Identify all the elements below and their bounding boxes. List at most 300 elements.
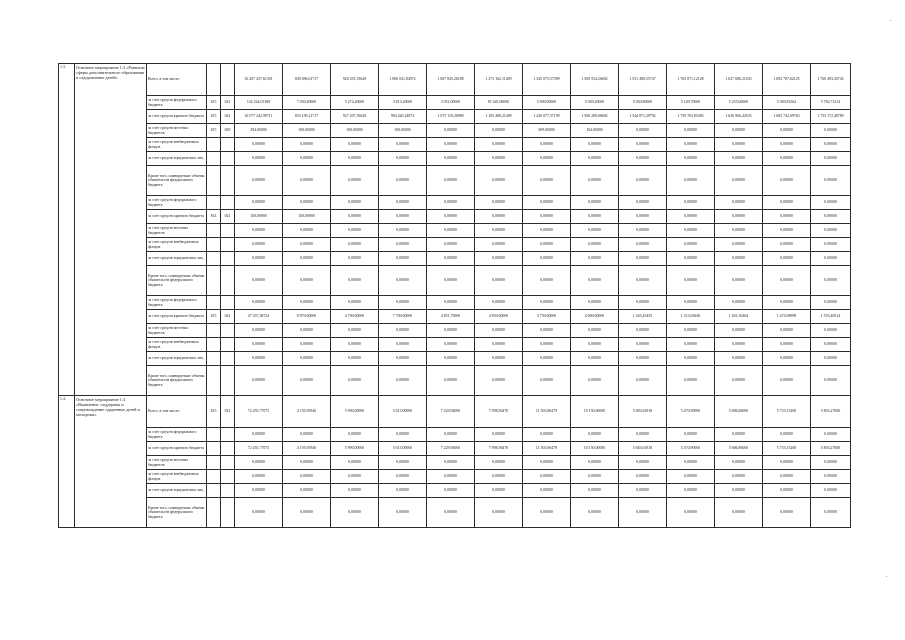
amount-cell: 0,00000 xyxy=(427,266,475,296)
amount-cell: 0,00000 xyxy=(331,296,379,310)
amount-cell: 5 369,82362 xyxy=(763,96,811,110)
admin-code-cell xyxy=(207,428,221,442)
amount-cell: 0,00000 xyxy=(811,266,851,296)
admin-code-cell xyxy=(207,238,221,252)
amount-cell: 0,00000 xyxy=(619,498,667,528)
amount-cell: 1 474,98998 xyxy=(763,310,811,324)
amount-cell: 0,00000 xyxy=(475,138,523,152)
funding-source-label: за счет средств краевого бюджета xyxy=(147,210,207,224)
amount-cell: 0,00000 xyxy=(331,196,379,210)
amount-cell: 0,00000 xyxy=(715,238,763,252)
amount-cell: 0,00000 xyxy=(475,238,523,252)
admin-code-cell: 815 xyxy=(207,124,221,138)
amount-cell: 0,00000 xyxy=(379,352,427,366)
amount-cell: 0,00000 xyxy=(523,266,571,296)
amount-cell: 0,00000 xyxy=(523,210,571,224)
amount-cell: 100,00000 xyxy=(331,124,379,138)
amount-cell: 0,00000 xyxy=(763,352,811,366)
amount-cell: 0,00000 xyxy=(331,428,379,442)
amount-cell: 0,00000 xyxy=(475,166,523,196)
amount-cell: 0,00000 xyxy=(571,296,619,310)
amount-cell: 0,00000 xyxy=(715,428,763,442)
section-code-cell: 021 xyxy=(221,110,235,124)
amount-cell: 0,00000 xyxy=(667,366,715,396)
amount-cell: 72 455,77075 xyxy=(235,396,283,428)
table-row xyxy=(59,296,851,310)
amount-cell: 1 545,45455 xyxy=(619,310,667,324)
funding-source-label: за счет средств местных бюджетов xyxy=(147,456,207,470)
amount-cell: 0,00000 xyxy=(715,484,763,498)
amount-cell: 0,00000 xyxy=(379,224,427,238)
admin-code-cell xyxy=(207,64,221,96)
amount-cell: 0,00000 xyxy=(811,124,851,138)
amount-cell: 0,00000 xyxy=(571,196,619,210)
amount-cell: 0,00000 xyxy=(379,428,427,442)
admin-code-cell xyxy=(207,296,221,310)
amount-cell: 0,00000 xyxy=(571,456,619,470)
amount-cell: 0,00000 xyxy=(331,324,379,338)
amount-cell: 0,00000 xyxy=(667,138,715,152)
amount-cell: 0,00000 xyxy=(667,152,715,166)
table-row xyxy=(59,224,851,238)
amount-cell: 1 401,36364 xyxy=(715,310,763,324)
section-number: 1.3. xyxy=(59,64,75,396)
section-number: 1.4. xyxy=(59,396,75,528)
amount-cell: 0,00000 xyxy=(427,152,475,166)
amount-cell: 5 803,27600 xyxy=(811,396,851,428)
amount-cell: 0,00000 xyxy=(475,296,523,310)
amount-cell: 0,00000 xyxy=(715,210,763,224)
funding-source-label: Всего, в том числе: xyxy=(147,64,207,96)
amount-cell: 0,00000 xyxy=(763,196,811,210)
amount-cell: 5 470,90000 xyxy=(667,442,715,456)
amount-cell: 0,00000 xyxy=(235,352,283,366)
amount-cell: 0,00000 xyxy=(763,428,811,442)
amount-cell: 0,00000 xyxy=(235,456,283,470)
amount-cell: 0,00000 xyxy=(619,366,667,396)
amount-cell: 0,00000 xyxy=(811,484,851,498)
admin-code-cell xyxy=(207,470,221,484)
funding-source-label: за счет средств внебюджетных фондов xyxy=(147,470,207,484)
amount-cell: 0,00000 xyxy=(619,196,667,210)
amount-cell: 0,00000 xyxy=(811,428,851,442)
admin-code-cell xyxy=(207,498,221,528)
amount-cell: 0,00000 xyxy=(619,224,667,238)
amount-cell: 4 000,00000 xyxy=(571,310,619,324)
amount-cell: 0,00000 xyxy=(811,324,851,338)
amount-cell: 10 150,00000 xyxy=(571,442,619,456)
amount-cell: 0,00000 xyxy=(667,252,715,266)
amount-cell: 0,00000 xyxy=(427,252,475,266)
amount-cell: 3 051,00000 xyxy=(427,96,475,110)
section-code-cell xyxy=(221,138,235,152)
table-row xyxy=(59,310,851,324)
admin-code-cell xyxy=(207,266,221,296)
funding-source-label: за счет средств местных бюджетов xyxy=(147,224,207,238)
amount-cell: 0,00000 xyxy=(235,470,283,484)
section-title: Основное мероприятие 1.3 «Развитие сферы дополнительного образования и оздоровление детей» xyxy=(75,64,147,396)
scan-speck xyxy=(886,576,887,577)
amount-cell: 0,00000 xyxy=(283,484,331,498)
table-row xyxy=(59,324,851,338)
amount-cell: 7 998,56470 xyxy=(475,442,523,456)
amount-cell: 5 683,61818 xyxy=(619,396,667,428)
amount-cell: 0,00000 xyxy=(235,138,283,152)
amount-cell: 0,00000 xyxy=(667,484,715,498)
amount-cell: 0,00000 xyxy=(475,124,523,138)
admin-code-cell xyxy=(207,324,221,338)
amount-cell: 0,00000 xyxy=(523,338,571,352)
amount-cell: 0,00000 xyxy=(523,352,571,366)
amount-cell: 0,00000 xyxy=(571,138,619,152)
admin-code-cell: 814 xyxy=(207,210,221,224)
amount-cell: 1 620 966,44533 xyxy=(715,110,763,124)
table-row xyxy=(59,338,851,352)
amount-cell: 0,00000 xyxy=(235,224,283,238)
amount-cell: 0,00000 xyxy=(283,296,331,310)
amount-cell: 0,00000 xyxy=(475,210,523,224)
funding-source-label: за счет средств федерального бюджета xyxy=(147,196,207,210)
amount-cell: 0,00000 xyxy=(523,484,571,498)
amount-cell: 0,00000 xyxy=(331,266,379,296)
amount-cell: 0,00000 xyxy=(571,324,619,338)
admin-code-cell xyxy=(207,442,221,456)
section-code-cell xyxy=(221,484,235,498)
amount-cell: 0,00000 xyxy=(667,210,715,224)
amount-cell: 11 503,86479 xyxy=(523,442,571,456)
amount-cell: 0,00000 xyxy=(283,252,331,266)
amount-cell: 0,00000 xyxy=(619,484,667,498)
amount-cell: 0,00000 xyxy=(811,456,851,470)
table-row xyxy=(59,498,851,528)
amount-cell: 0,00000 xyxy=(331,166,379,196)
table-row xyxy=(59,366,851,396)
amount-cell: 0,00000 xyxy=(475,484,523,498)
amount-cell: 0,00000 xyxy=(811,296,851,310)
amount-cell: 0,00000 xyxy=(475,366,523,396)
amount-cell: 0,00000 xyxy=(475,324,523,338)
amount-cell: 0,00000 xyxy=(715,152,763,166)
amount-cell: 0,00000 xyxy=(571,338,619,352)
amount-cell: 3 750,00000 xyxy=(523,310,571,324)
amount-cell: 0,00000 xyxy=(331,152,379,166)
funding-source-label: за счет средств федерального бюджета xyxy=(147,96,207,110)
amount-cell: 0,00000 xyxy=(331,338,379,352)
amount-cell: 0,00000 xyxy=(427,210,475,224)
amount-cell: 0,00000 xyxy=(523,456,571,470)
amount-cell: 1 075 110,26988 xyxy=(427,110,475,124)
table-row xyxy=(59,210,851,224)
amount-cell: 994 420,24872 xyxy=(379,110,427,124)
amount-cell: 1 006 041,84972 xyxy=(379,64,427,96)
amount-cell: 0,00000 xyxy=(763,210,811,224)
amount-cell: 16 077 242,99711 xyxy=(235,110,283,124)
section-code-cell xyxy=(221,428,235,442)
funding-source-label: за счет средств федерального бюджета xyxy=(147,296,207,310)
table-row xyxy=(59,124,851,138)
funding-source-label: Всего, в том числе: xyxy=(147,396,207,428)
amount-cell: 142 224,01369 xyxy=(235,96,283,110)
amount-cell: 7 229,94000 xyxy=(427,442,475,456)
amount-cell: 0,00000 xyxy=(763,138,811,152)
amount-cell: 0,00000 xyxy=(427,124,475,138)
budget-sheet xyxy=(58,63,850,528)
amount-cell: 0,00000 xyxy=(811,210,851,224)
amount-cell: 0,00000 xyxy=(715,196,763,210)
section-code-cell xyxy=(221,196,235,210)
amount-cell: 0,00000 xyxy=(331,456,379,470)
section-code-cell xyxy=(221,166,235,196)
section-code-cell xyxy=(221,296,235,310)
amount-cell: 0,00000 xyxy=(715,252,763,266)
amount-cell: 0,00000 xyxy=(283,324,331,338)
amount-cell: 0,00000 xyxy=(811,338,851,352)
amount-cell: 294,00000 xyxy=(235,124,283,138)
amount-cell: 0,00000 xyxy=(379,296,427,310)
amount-cell: 0,00000 xyxy=(715,352,763,366)
amount-cell: 0,00000 xyxy=(667,338,715,352)
amount-cell: 0,00000 xyxy=(427,338,475,352)
table-row xyxy=(59,64,851,96)
amount-cell: 0,00000 xyxy=(283,366,331,396)
table-row xyxy=(59,352,851,366)
amount-cell: 11 503,86479 xyxy=(523,396,571,428)
admin-code-cell xyxy=(207,352,221,366)
amount-cell: 5 683,61818 xyxy=(619,442,667,456)
section-code-cell xyxy=(221,470,235,484)
amount-cell: 0,00000 xyxy=(811,366,851,396)
amount-cell: 1 760 493,20743 xyxy=(811,64,851,96)
admin-code-cell: 815 xyxy=(207,96,221,110)
amount-cell: 0,00000 xyxy=(379,366,427,396)
section-code-cell xyxy=(221,238,235,252)
table-row xyxy=(59,266,851,296)
amount-cell: 1 683 742,69763 xyxy=(763,110,811,124)
amount-cell: 0,00000 xyxy=(763,338,811,352)
amount-cell: 1 553,40514 xyxy=(811,310,851,324)
section-code-cell: 021 xyxy=(221,310,235,324)
amount-cell: 0,00000 xyxy=(283,238,331,252)
section-code-cell xyxy=(221,252,235,266)
amount-cell: 0,00000 xyxy=(235,366,283,396)
amount-cell: 4 850,00000 xyxy=(475,310,523,324)
amount-cell: 0,00000 xyxy=(379,338,427,352)
amount-cell: 849 496,61717 xyxy=(283,64,331,96)
amount-cell: 0,00000 xyxy=(763,498,811,528)
budget-table-body xyxy=(59,64,851,528)
amount-cell: 0,00000 xyxy=(571,470,619,484)
amount-cell: 0,00000 xyxy=(283,456,331,470)
amount-cell: 0,00000 xyxy=(427,456,475,470)
table-row xyxy=(59,484,851,498)
table-row xyxy=(59,166,851,196)
budget-table xyxy=(58,63,851,528)
amount-cell: 5 255,60000 xyxy=(715,96,763,110)
amount-cell: 0,00000 xyxy=(379,238,427,252)
amount-cell: 0,00000 xyxy=(763,366,811,396)
funding-source-label: за счет средств краевого бюджета xyxy=(147,110,207,124)
amount-cell: 0,00000 xyxy=(667,238,715,252)
admin-code-cell xyxy=(207,152,221,166)
amount-cell: 104,00000 xyxy=(571,124,619,138)
amount-cell: 0,00000 xyxy=(763,456,811,470)
table-row xyxy=(59,396,851,428)
amount-cell: 0,00000 xyxy=(811,238,851,252)
amount-cell: 0,00000 xyxy=(475,196,523,210)
amount-cell: 0,00000 xyxy=(763,152,811,166)
amount-cell: 0,00000 xyxy=(571,428,619,442)
amount-cell: 100,00000 xyxy=(283,210,331,224)
amount-cell: 81 645,00000 xyxy=(475,96,523,110)
amount-cell: 0,00000 xyxy=(379,324,427,338)
amount-cell: 5 149,70000 xyxy=(667,96,715,110)
table-row xyxy=(59,252,851,266)
amount-cell: 0,00000 xyxy=(235,152,283,166)
amount-cell: 0,00000 xyxy=(427,138,475,152)
amount-cell: 1 692 707,62125 xyxy=(763,64,811,96)
section-code-cell xyxy=(221,352,235,366)
amount-cell: 309,00000 xyxy=(523,124,571,138)
amount-cell: 0,00000 xyxy=(379,138,427,152)
amount-cell: 0,00000 xyxy=(283,266,331,296)
amount-cell: 0,00000 xyxy=(427,484,475,498)
amount-cell: 0,00000 xyxy=(619,152,667,166)
amount-cell: 0,00000 xyxy=(619,266,667,296)
amount-cell: 0,00000 xyxy=(235,484,283,498)
amount-cell: 0,00000 xyxy=(667,498,715,528)
amount-cell: 0,00000 xyxy=(427,352,475,366)
amount-cell: 5 686,86000 xyxy=(715,442,763,456)
amount-cell: 0,00000 xyxy=(715,470,763,484)
amount-cell: 0,00000 xyxy=(379,484,427,498)
amount-cell: 0,00000 xyxy=(235,252,283,266)
amount-cell: 0,00000 xyxy=(379,196,427,210)
amount-cell: 0,00000 xyxy=(619,456,667,470)
section-title: Основное мероприятие 1.4 «Выявление, поддержка и сопровождение одаренных детей и молодежи» xyxy=(75,396,147,528)
amount-cell: 0,00000 xyxy=(619,428,667,442)
amount-cell: 5 274,20000 xyxy=(331,96,379,110)
amount-cell: 0,00000 xyxy=(619,238,667,252)
amount-cell: 0,00000 xyxy=(571,210,619,224)
amount-cell: 0,00000 xyxy=(475,498,523,528)
amount-cell: 0,00000 xyxy=(619,138,667,152)
amount-cell: 0,00000 xyxy=(571,484,619,498)
table-row xyxy=(59,110,851,124)
table-row xyxy=(59,456,851,470)
amount-cell: 0,00000 xyxy=(811,252,851,266)
amount-cell: 0,00000 xyxy=(331,470,379,484)
amount-cell: 0,00000 xyxy=(523,428,571,442)
section-code-cell xyxy=(221,64,235,96)
amount-cell: 0,00000 xyxy=(523,470,571,484)
funding-source-label: Кроме того, планируемые объемы обязательств федерального бюджета xyxy=(147,498,207,528)
funding-source-label: Кроме того, планируемые объемы обязательств федерального бюджета xyxy=(147,166,207,196)
table-row xyxy=(59,442,851,456)
section-code-cell xyxy=(221,338,235,352)
amount-cell: 1 273 162,11409 xyxy=(475,64,523,96)
admin-code-cell: 815 xyxy=(207,110,221,124)
amount-cell: 0,00000 xyxy=(715,338,763,352)
amount-cell: 0,00000 xyxy=(715,138,763,152)
amount-cell: 0,00000 xyxy=(715,456,763,470)
amount-cell: 0,00000 xyxy=(571,352,619,366)
admin-code-cell xyxy=(207,252,221,266)
funding-source-label: за счет средств федерального бюджета xyxy=(147,428,207,442)
amount-cell: 0,00000 xyxy=(283,224,331,238)
amount-cell: 0,00000 xyxy=(667,456,715,470)
admin-code-cell xyxy=(207,166,221,196)
amount-cell: 0,00000 xyxy=(763,296,811,310)
amount-cell: 5 686,86000 xyxy=(715,396,763,428)
amount-cell: 5 782,71214 xyxy=(811,96,851,110)
amount-cell: 5 803,27600 xyxy=(811,442,851,456)
amount-cell: 0,00000 xyxy=(427,366,475,396)
amount-cell: 0,00000 xyxy=(427,238,475,252)
amount-cell: 0,00000 xyxy=(379,498,427,528)
admin-code-cell xyxy=(207,338,221,352)
amount-cell: 0,00000 xyxy=(523,366,571,396)
amount-cell: 833 199,21717 xyxy=(283,110,331,124)
amount-cell: 5 990,00000 xyxy=(331,396,379,428)
amount-cell: 0,00000 xyxy=(571,366,619,396)
amount-cell: 5 470,90000 xyxy=(667,396,715,428)
amount-cell: 0,00000 xyxy=(283,352,331,366)
amount-cell: 5 615,00000 xyxy=(379,442,427,456)
amount-cell: 1 313,63636 xyxy=(667,310,715,324)
amount-cell: 0,00000 xyxy=(571,238,619,252)
amount-cell: 5 050,80000 xyxy=(619,96,667,110)
section-code-cell xyxy=(221,456,235,470)
amount-cell: 0,00000 xyxy=(427,498,475,528)
amount-cell: 0,00000 xyxy=(331,484,379,498)
amount-cell: 920 201,55628 xyxy=(331,64,379,96)
amount-cell: 0,00000 xyxy=(427,470,475,484)
amount-cell: 0,00000 xyxy=(811,470,851,484)
amount-cell: 0,00000 xyxy=(331,252,379,266)
amount-cell: 0,00000 xyxy=(715,224,763,238)
section-code-cell: 021 xyxy=(221,396,235,428)
amount-cell: 0,00000 xyxy=(523,252,571,266)
amount-cell: 5 753,15200 xyxy=(763,396,811,428)
admin-code-cell: 815 xyxy=(207,396,221,428)
amount-cell: 5 990,00000 xyxy=(331,442,379,456)
amount-cell: 100,00000 xyxy=(235,210,283,224)
table-row xyxy=(59,196,851,210)
funding-source-label: Кроме того, планируемые объемы обязательств федерального бюджета xyxy=(147,266,207,296)
amount-cell: 0,00000 xyxy=(763,166,811,196)
amount-cell: 5 615,00000 xyxy=(379,396,427,428)
amount-cell: 0,00000 xyxy=(379,252,427,266)
amount-cell: 4 159,39540 xyxy=(283,442,331,456)
amount-cell: 0,00000 xyxy=(235,296,283,310)
amount-cell: 0,00000 xyxy=(715,324,763,338)
amount-cell: 0,00000 xyxy=(619,252,667,266)
amount-cell: 1 627 680,21033 xyxy=(715,64,763,96)
amount-cell: 1 183 488,21409 xyxy=(475,110,523,124)
amount-cell: 7 998,56470 xyxy=(475,396,523,428)
funding-source-label: за счет средств внебюджетных фондов xyxy=(147,138,207,152)
amount-cell: 0,00000 xyxy=(475,456,523,470)
amount-cell: 3 813,20000 xyxy=(379,96,427,110)
amount-cell: 0,00000 xyxy=(235,166,283,196)
amount-cell: 0,00000 xyxy=(523,296,571,310)
section-code-cell xyxy=(221,442,235,456)
amount-cell: 0,00000 xyxy=(619,210,667,224)
table-row xyxy=(59,238,851,252)
amount-cell: 0,00000 xyxy=(715,296,763,310)
amount-cell: 1 753 172,48789 xyxy=(811,110,851,124)
amount-cell: 0,00000 xyxy=(475,252,523,266)
